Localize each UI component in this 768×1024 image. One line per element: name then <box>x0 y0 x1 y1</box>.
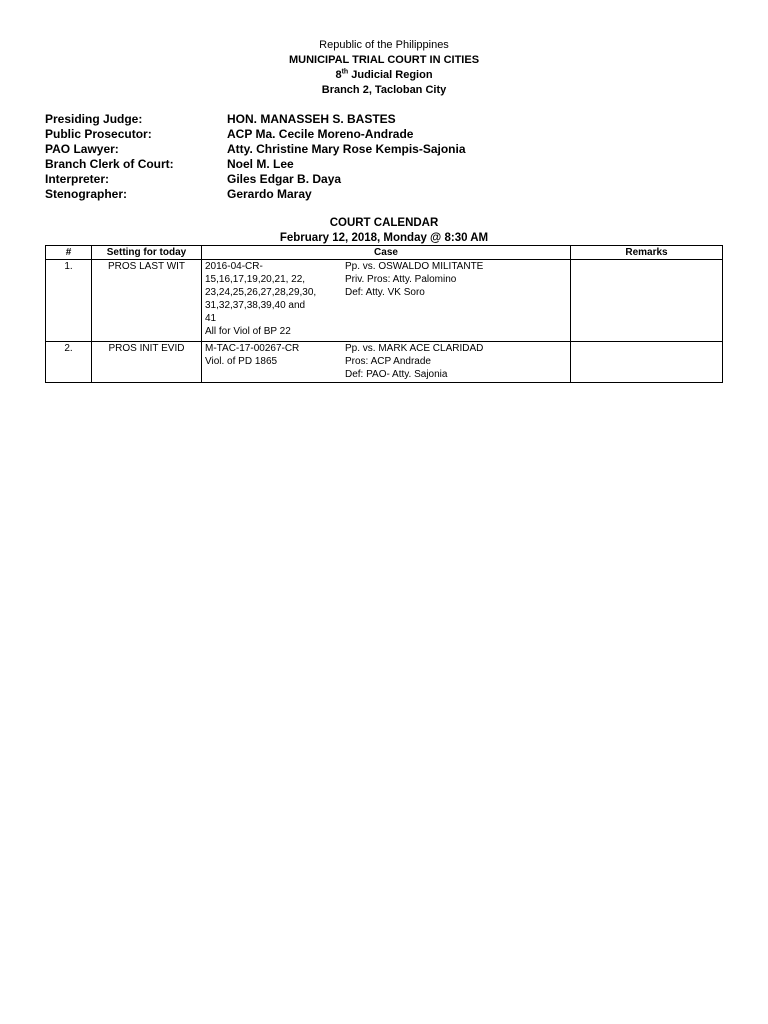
personnel-role: Presiding Judge: <box>45 112 143 126</box>
case-title-line: Def: PAO- Atty. Sajonia <box>345 369 448 380</box>
region-ordinal: th <box>341 68 349 76</box>
region-number: 8 <box>335 69 342 81</box>
column-header-setting: Setting for today <box>92 246 202 260</box>
case-number-line: Viol. of PD 1865 <box>205 356 278 367</box>
personnel-row <box>45 142 466 157</box>
personnel-row <box>45 172 466 187</box>
case-title-line: Pp. vs. OSWALDO MILITANTE <box>345 261 484 272</box>
personnel-name: Gerardo Maray <box>227 187 312 201</box>
document-header <box>0 38 768 98</box>
case-number-line: 31,32,37,38,39,40 and <box>205 300 306 311</box>
row-setting: PROS INIT EVID <box>92 342 202 383</box>
column-header-case: Case <box>202 246 571 260</box>
personnel-role: Branch Clerk of Court: <box>45 157 174 171</box>
personnel-name: ACP Ma. Cecile Moreno-Andrade <box>227 127 414 141</box>
court-personnel <box>45 112 466 202</box>
case-title-line: Pp. vs. MARK ACE CLARIDAD <box>345 343 484 354</box>
case-title-line: Pros: ACP Andrade <box>345 356 431 367</box>
row-case <box>202 342 571 383</box>
branch-line: Branch 2, Tacloban City <box>321 84 447 96</box>
personnel-role: Public Prosecutor: <box>45 127 152 141</box>
row-number: 2. <box>46 342 92 383</box>
case-number-line: M-TAC-17-00267-CR <box>205 343 300 354</box>
calendar-date: February 12, 2018, Monday @ 8:30 AM <box>279 232 489 244</box>
personnel-name: HON. MANASSEH S. BASTES <box>227 112 396 126</box>
row-setting: PROS LAST WIT <box>92 260 202 342</box>
judicial-region <box>0 68 768 83</box>
table-row <box>46 342 723 383</box>
case-number-line: 2016-04-CR- <box>205 261 263 272</box>
court-calendar-table <box>45 245 723 383</box>
personnel-row <box>45 127 466 142</box>
case-number <box>205 342 345 381</box>
personnel-name: Atty. Christine Mary Rose Kempis-Sajonia <box>227 142 466 156</box>
case-number-line: 15,16,17,19,20,21, 22, <box>205 274 306 285</box>
calendar-title: COURT CALENDAR <box>329 217 439 229</box>
row-remarks <box>571 260 723 342</box>
case-title-line: Priv. Pros: Atty. Palomino <box>345 274 457 285</box>
table-row <box>46 260 723 342</box>
row-remarks <box>571 342 723 383</box>
row-number: 1. <box>46 260 92 342</box>
row-case <box>202 260 571 342</box>
calendar-heading <box>0 216 768 246</box>
case-title <box>345 342 567 381</box>
republic-line: Republic of the Philippines <box>319 39 449 51</box>
case-number-line: 41 <box>205 313 217 324</box>
case-number <box>205 260 345 338</box>
personnel-role: Stenographer: <box>45 187 128 201</box>
case-number-line: 23,24,25,26,27,28,29,30, <box>205 287 317 298</box>
personnel-role: PAO Lawyer: <box>45 142 119 156</box>
column-header-number: # <box>46 246 92 260</box>
court-name: MUNICIPAL TRIAL COURT IN CITIES <box>288 54 480 66</box>
personnel-row <box>45 157 466 172</box>
case-number-line: All for Viol of BP 22 <box>205 326 291 337</box>
region-text: Judicial Region <box>348 69 433 81</box>
case-title <box>345 260 567 338</box>
personnel-row <box>45 187 466 202</box>
case-title-line: Def: Atty. VK Soro <box>345 287 425 298</box>
personnel-name: Noel M. Lee <box>227 157 294 171</box>
column-header-remarks: Remarks <box>571 246 723 260</box>
personnel-row <box>45 112 466 127</box>
personnel-role: Interpreter: <box>45 172 110 186</box>
personnel-name: Giles Edgar B. Daya <box>227 172 342 186</box>
table-header-row <box>46 246 723 260</box>
